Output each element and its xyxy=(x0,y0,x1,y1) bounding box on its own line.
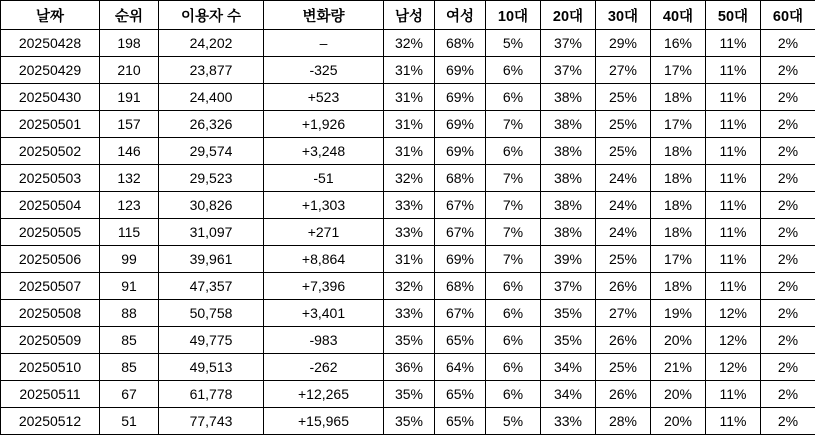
cell-age-60s: 2% xyxy=(761,111,815,138)
cell-male: 33% xyxy=(384,192,435,219)
table-row xyxy=(1,408,815,435)
cell-age-20s: 38% xyxy=(541,111,596,138)
cell-age-10s: 6% xyxy=(486,273,541,300)
cell-age-10s: 7% xyxy=(486,111,541,138)
cell-male: 31% xyxy=(384,111,435,138)
cell-change: +523 xyxy=(264,84,384,111)
table-row xyxy=(1,165,815,192)
cell-users: 29,574 xyxy=(159,138,264,165)
cell-age-50s: 11% xyxy=(706,192,761,219)
cell-male: 33% xyxy=(384,300,435,327)
cell-date: 20250501 xyxy=(1,111,100,138)
cell-change: +1,926 xyxy=(264,111,384,138)
cell-age-30s: 24% xyxy=(596,219,651,246)
cell-users: 24,400 xyxy=(159,84,264,111)
cell-change: -262 xyxy=(264,354,384,381)
cell-age-40s: 20% xyxy=(651,381,706,408)
cell-age-60s: 2% xyxy=(761,57,815,84)
cell-age-60s: 2% xyxy=(761,84,815,111)
cell-age-50s: 11% xyxy=(706,111,761,138)
table-row xyxy=(1,219,815,246)
cell-age-10s: 5% xyxy=(486,30,541,57)
cell-age-20s: 35% xyxy=(541,327,596,354)
cell-age-40s: 20% xyxy=(651,327,706,354)
cell-male: 32% xyxy=(384,273,435,300)
cell-rank: 191 xyxy=(100,84,159,111)
column-header-age-50s: 50대 xyxy=(706,1,761,30)
cell-age-10s: 7% xyxy=(486,165,541,192)
cell-rank: 157 xyxy=(100,111,159,138)
column-header-rank: 순위 xyxy=(100,1,159,30)
cell-age-30s: 25% xyxy=(596,246,651,273)
cell-users: 47,357 xyxy=(159,273,264,300)
cell-age-50s: 11% xyxy=(706,84,761,111)
cell-female: 65% xyxy=(435,408,486,435)
cell-date: 20250511 xyxy=(1,381,100,408)
cell-age-30s: 25% xyxy=(596,354,651,381)
cell-date: 20250505 xyxy=(1,219,100,246)
cell-age-20s: 34% xyxy=(541,354,596,381)
cell-rank: 132 xyxy=(100,165,159,192)
cell-age-20s: 34% xyxy=(541,381,596,408)
cell-age-20s: 38% xyxy=(541,219,596,246)
cell-age-40s: 18% xyxy=(651,138,706,165)
column-header-male: 남성 xyxy=(384,1,435,30)
cell-age-10s: 7% xyxy=(486,219,541,246)
cell-age-30s: 27% xyxy=(596,300,651,327)
cell-rank: 99 xyxy=(100,246,159,273)
table-row xyxy=(1,300,815,327)
cell-rank: 123 xyxy=(100,192,159,219)
cell-date: 20250503 xyxy=(1,165,100,192)
table-row xyxy=(1,246,815,273)
cell-age-60s: 2% xyxy=(761,354,815,381)
cell-rank: 91 xyxy=(100,273,159,300)
cell-users: 39,961 xyxy=(159,246,264,273)
cell-age-60s: 2% xyxy=(761,246,815,273)
cell-age-30s: 24% xyxy=(596,165,651,192)
column-header-age-60s: 60대 xyxy=(761,1,815,30)
column-header-age-40s: 40대 xyxy=(651,1,706,30)
cell-date: 20250430 xyxy=(1,84,100,111)
table-row xyxy=(1,84,815,111)
cell-age-40s: 21% xyxy=(651,354,706,381)
cell-age-30s: 29% xyxy=(596,30,651,57)
cell-change: +8,864 xyxy=(264,246,384,273)
table-row xyxy=(1,138,815,165)
cell-age-50s: 11% xyxy=(706,219,761,246)
cell-date: 20250509 xyxy=(1,327,100,354)
column-header-female: 여성 xyxy=(435,1,486,30)
cell-date: 20250502 xyxy=(1,138,100,165)
table-row xyxy=(1,192,815,219)
cell-male: 35% xyxy=(384,381,435,408)
cell-age-30s: 26% xyxy=(596,381,651,408)
cell-age-10s: 6% xyxy=(486,354,541,381)
cell-change: +1,303 xyxy=(264,192,384,219)
cell-date: 20250506 xyxy=(1,246,100,273)
cell-users: 61,778 xyxy=(159,381,264,408)
cell-date: 20250508 xyxy=(1,300,100,327)
cell-age-60s: 2% xyxy=(761,327,815,354)
cell-users: 24,202 xyxy=(159,30,264,57)
cell-female: 68% xyxy=(435,165,486,192)
cell-age-20s: 38% xyxy=(541,138,596,165)
cell-users: 50,758 xyxy=(159,300,264,327)
cell-change: -983 xyxy=(264,327,384,354)
cell-users: 23,877 xyxy=(159,57,264,84)
cell-male: 36% xyxy=(384,354,435,381)
cell-age-20s: 35% xyxy=(541,300,596,327)
cell-male: 31% xyxy=(384,84,435,111)
cell-age-20s: 37% xyxy=(541,30,596,57)
cell-age-20s: 39% xyxy=(541,246,596,273)
column-header-age-10s: 10대 xyxy=(486,1,541,30)
cell-date: 20250504 xyxy=(1,192,100,219)
cell-male: 32% xyxy=(384,165,435,192)
cell-users: 26,326 xyxy=(159,111,264,138)
cell-change: -325 xyxy=(264,57,384,84)
cell-change: +3,401 xyxy=(264,300,384,327)
cell-age-60s: 2% xyxy=(761,165,815,192)
cell-age-30s: 24% xyxy=(596,192,651,219)
cell-users: 29,523 xyxy=(159,165,264,192)
table-row xyxy=(1,381,815,408)
column-header-change: 변화량 xyxy=(264,1,384,30)
cell-age-60s: 2% xyxy=(761,30,815,57)
cell-age-40s: 17% xyxy=(651,246,706,273)
cell-age-40s: 18% xyxy=(651,219,706,246)
cell-date: 20250428 xyxy=(1,30,100,57)
cell-male: 31% xyxy=(384,246,435,273)
cell-age-30s: 25% xyxy=(596,84,651,111)
cell-users: 77,743 xyxy=(159,408,264,435)
cell-female: 67% xyxy=(435,219,486,246)
column-header-age-20s: 20대 xyxy=(541,1,596,30)
cell-users: 30,826 xyxy=(159,192,264,219)
cell-female: 69% xyxy=(435,246,486,273)
cell-rank: 115 xyxy=(100,219,159,246)
cell-female: 69% xyxy=(435,84,486,111)
cell-female: 65% xyxy=(435,381,486,408)
cell-male: 35% xyxy=(384,408,435,435)
cell-users: 31,097 xyxy=(159,219,264,246)
cell-age-60s: 2% xyxy=(761,300,815,327)
cell-date: 20250507 xyxy=(1,273,100,300)
cell-date: 20250429 xyxy=(1,57,100,84)
cell-age-40s: 17% xyxy=(651,57,706,84)
cell-age-60s: 2% xyxy=(761,273,815,300)
column-header-date: 날짜 xyxy=(1,1,100,30)
cell-female: 68% xyxy=(435,273,486,300)
cell-change: +3,248 xyxy=(264,138,384,165)
cell-age-60s: 2% xyxy=(761,381,815,408)
cell-age-50s: 12% xyxy=(706,327,761,354)
cell-age-10s: 6% xyxy=(486,300,541,327)
cell-age-50s: 12% xyxy=(706,354,761,381)
cell-rank: 198 xyxy=(100,30,159,57)
cell-female: 65% xyxy=(435,327,486,354)
cell-change: +271 xyxy=(264,219,384,246)
column-header-users: 이용자 수 xyxy=(159,1,264,30)
cell-age-20s: 33% xyxy=(541,408,596,435)
cell-age-40s: 16% xyxy=(651,30,706,57)
cell-age-20s: 38% xyxy=(541,165,596,192)
table-row xyxy=(1,327,815,354)
table-row xyxy=(1,111,815,138)
cell-change: +7,396 xyxy=(264,273,384,300)
cell-age-50s: 11% xyxy=(706,246,761,273)
table-header-row xyxy=(1,1,815,30)
cell-age-10s: 7% xyxy=(486,192,541,219)
cell-rank: 85 xyxy=(100,327,159,354)
cell-rank: 51 xyxy=(100,408,159,435)
cell-date: 20250512 xyxy=(1,408,100,435)
table-body xyxy=(1,30,815,435)
cell-age-60s: 2% xyxy=(761,408,815,435)
cell-age-50s: 11% xyxy=(706,381,761,408)
cell-female: 69% xyxy=(435,57,486,84)
cell-age-10s: 6% xyxy=(486,327,541,354)
cell-age-40s: 20% xyxy=(651,408,706,435)
cell-female: 64% xyxy=(435,354,486,381)
cell-female: 68% xyxy=(435,30,486,57)
cell-male: 32% xyxy=(384,30,435,57)
cell-rank: 88 xyxy=(100,300,159,327)
cell-age-40s: 18% xyxy=(651,192,706,219)
cell-age-10s: 7% xyxy=(486,246,541,273)
cell-age-30s: 26% xyxy=(596,273,651,300)
column-header-age-30s: 30대 xyxy=(596,1,651,30)
cell-age-10s: 6% xyxy=(486,138,541,165)
cell-age-50s: 11% xyxy=(706,273,761,300)
cell-age-10s: 6% xyxy=(486,57,541,84)
cell-age-10s: 5% xyxy=(486,408,541,435)
cell-age-20s: 37% xyxy=(541,57,596,84)
cell-change: -51 xyxy=(264,165,384,192)
cell-female: 67% xyxy=(435,192,486,219)
cell-age-30s: 27% xyxy=(596,57,651,84)
cell-age-40s: 17% xyxy=(651,111,706,138)
cell-age-20s: 38% xyxy=(541,192,596,219)
cell-age-30s: 26% xyxy=(596,327,651,354)
table-row xyxy=(1,30,815,57)
cell-age-40s: 18% xyxy=(651,273,706,300)
cell-male: 33% xyxy=(384,219,435,246)
cell-age-10s: 6% xyxy=(486,381,541,408)
cell-age-50s: 11% xyxy=(706,408,761,435)
cell-age-50s: 11% xyxy=(706,57,761,84)
cell-age-30s: 25% xyxy=(596,138,651,165)
table-row xyxy=(1,354,815,381)
cell-rank: 210 xyxy=(100,57,159,84)
cell-age-60s: 2% xyxy=(761,138,815,165)
cell-age-60s: 2% xyxy=(761,219,815,246)
cell-age-60s: 2% xyxy=(761,192,815,219)
cell-age-50s: 11% xyxy=(706,138,761,165)
cell-age-40s: 18% xyxy=(651,165,706,192)
cell-female: 69% xyxy=(435,111,486,138)
cell-age-30s: 28% xyxy=(596,408,651,435)
cell-age-30s: 25% xyxy=(596,111,651,138)
cell-age-50s: 12% xyxy=(706,300,761,327)
cell-female: 69% xyxy=(435,138,486,165)
cell-age-40s: 18% xyxy=(651,84,706,111)
cell-age-50s: 11% xyxy=(706,30,761,57)
cell-age-50s: 11% xyxy=(706,165,761,192)
cell-rank: 67 xyxy=(100,381,159,408)
cell-rank: 85 xyxy=(100,354,159,381)
cell-age-10s: 6% xyxy=(486,84,541,111)
table-row xyxy=(1,57,815,84)
cell-users: 49,775 xyxy=(159,327,264,354)
cell-change: – xyxy=(264,30,384,57)
cell-male: 35% xyxy=(384,327,435,354)
cell-age-20s: 37% xyxy=(541,273,596,300)
cell-users: 49,513 xyxy=(159,354,264,381)
cell-age-20s: 38% xyxy=(541,84,596,111)
cell-age-40s: 19% xyxy=(651,300,706,327)
cell-male: 31% xyxy=(384,138,435,165)
cell-male: 31% xyxy=(384,57,435,84)
cell-change: +12,265 xyxy=(264,381,384,408)
cell-female: 67% xyxy=(435,300,486,327)
cell-date: 20250510 xyxy=(1,354,100,381)
cell-rank: 146 xyxy=(100,138,159,165)
table-row xyxy=(1,273,815,300)
cell-change: +15,965 xyxy=(264,408,384,435)
